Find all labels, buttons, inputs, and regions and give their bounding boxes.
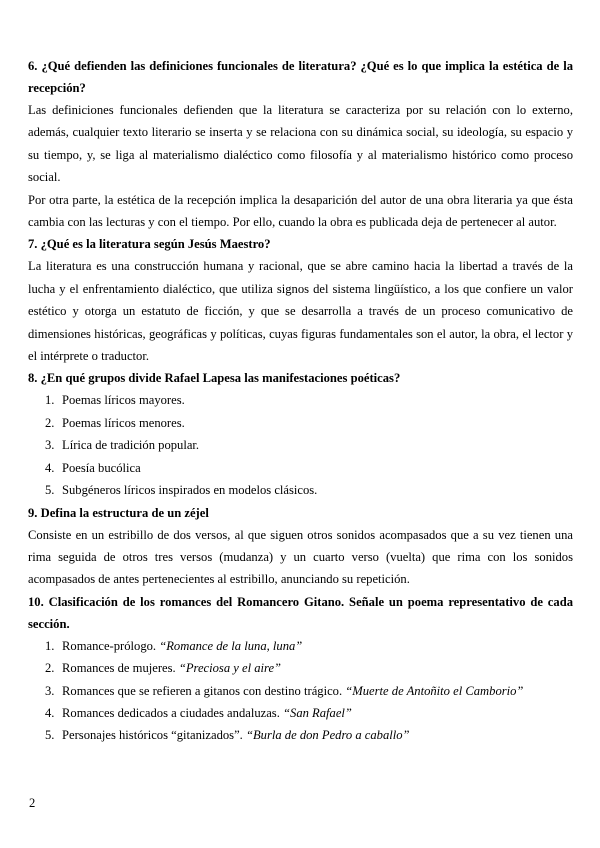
answer-7-paragraph: La literatura es una construcción humana y racional, que se abre camino hacia la libertad a través de la lucha y el enfrentamiento dialéctico, que utiliza signos del sistema lingüístico, a los que confiere un valor estético y otorga un estatuto de ficción, y que se desarrolla a través de un proceso comunicativo de dimensiones históricas, geográficas y políticas, cuyas figuras fundamentales son el autor, la obra, el lector y el intérprete o traductor. (28, 259, 573, 364)
question-10-heading: 10. Clasificación de los romances del Romancero Gitano. Señale un poema representativo de cada sección. (28, 594, 573, 631)
list-item: 5. Personajes históricos “gitanizados”. “Burla de don Pedro a caballo” (45, 728, 410, 743)
question-9-heading: 9. Defina la estructura de un zéjel (28, 505, 209, 520)
poem-title: “Burla de don Pedro a caballo” (245, 728, 410, 743)
poem-title: “Muerte de Antoñito el Camborio” (345, 683, 524, 698)
list-item: 3. Lírica de tradición popular. (45, 438, 200, 453)
list-item: 4. Romances dedicados a ciudades andaluzas. “San Rafael” (45, 705, 352, 720)
list-item: 5. Subgéneros líricos inspirados en modelos clásicos. (45, 483, 318, 498)
list-item: 3. Romances que se refieren a gitanos con destino trágico. “Muerte de Antoñito el Camborio” (45, 683, 524, 698)
poem-title: “Romance de la luna, luna” (159, 638, 303, 653)
page-number: 2 (29, 796, 36, 810)
answer-8-list (28, 389, 573, 501)
poem-title: “San Rafael” (283, 705, 352, 720)
answer-6-paragraph-1: Las definiciones funcionales defienden que la literatura se caracteriza por su relación con lo externo, además, cualquier texto literario se inserta y se relaciona con su dinámica social, su ideología, su espacio y su tiempo, y, se liga al materialismo dialéctico como filosofía y al materialismo histórico como proceso social. (28, 103, 573, 185)
list-item: 4. Poesía bucólica (45, 460, 141, 475)
list-item: 2. Poemas líricos menores. (45, 415, 185, 430)
answer-9-paragraph: Consiste en un estribillo de dos versos, al que siguen otros sonidos acompasados que a su vez tienen una rima seguida de otros tres versos (mudanza) y un cuarto verso (vuelta) que rima con los sonidos acompasados de antes pertenecientes al estribillo, anunciando su repetición. (28, 527, 573, 587)
answer-10-list (28, 635, 573, 747)
question-7-heading: 7. ¿Qué es la literatura según Jesús Maestro? (28, 237, 271, 252)
list-item: 2. Romances de mujeres. “Preciosa y el aire” (45, 661, 282, 676)
list-item: 1. Romance-prólogo. “Romance de la luna, luna” (45, 638, 303, 653)
question-8-heading: 8. ¿En qué grupos divide Rafael Lapesa las manifestaciones poéticas? (28, 371, 401, 386)
question-6-heading: 6. ¿Qué defienden las definiciones funcionales de literatura? ¿Qué es lo que implica la estética de la recepción? (28, 59, 573, 95)
list-item: 1. Poemas líricos mayores. (45, 393, 185, 408)
answer-6-paragraph-2: Por otra parte, la estética de la recepción implica la desaparición del autor de una obra literaria ya que ésta cambia con las lecturas y con el tiempo. Por ello, cuando la obra es publicada deja de pertenecer al autor. (28, 192, 573, 230)
poem-title: “Preciosa y el aire” (178, 661, 282, 676)
document-body (28, 55, 573, 747)
